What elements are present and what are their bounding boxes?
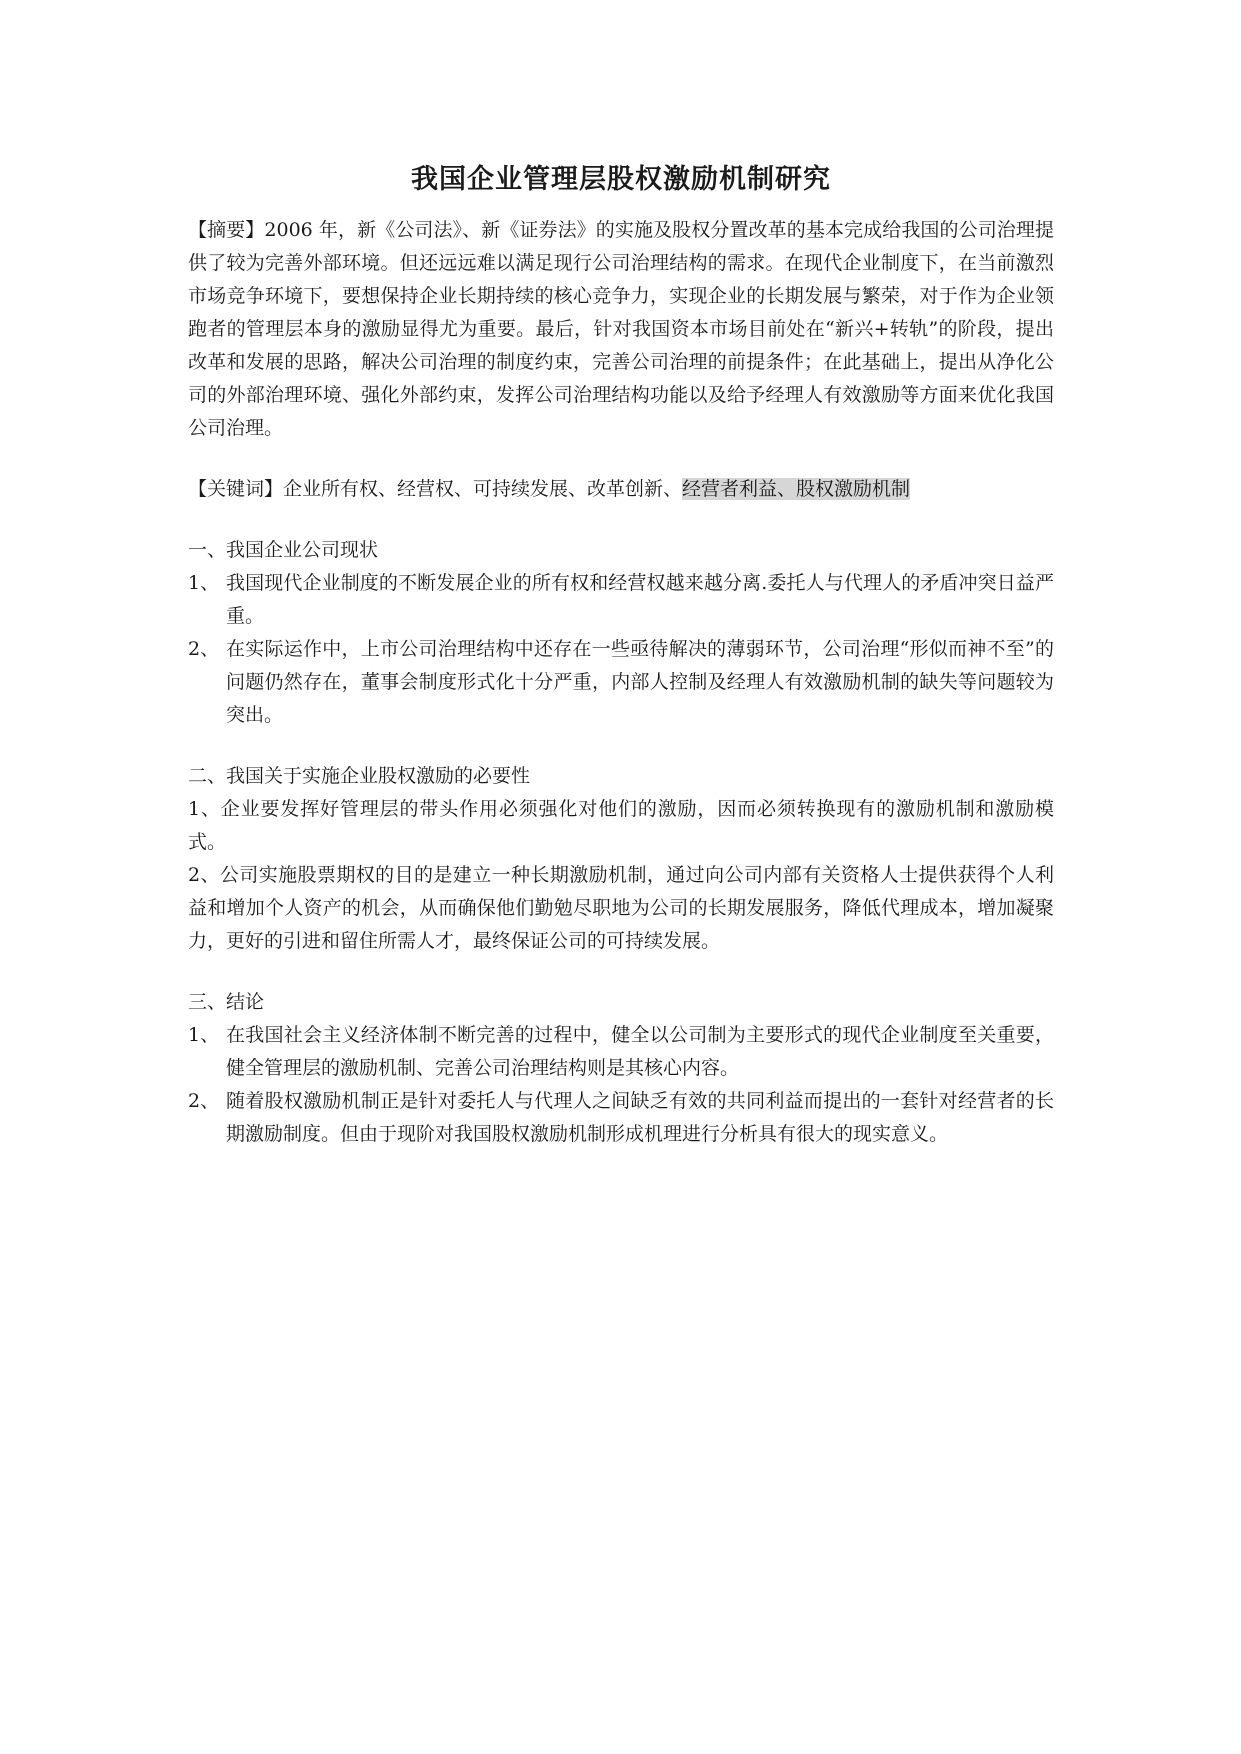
abstract-text: 2006 年，新《公司法》、新《证券法》的实施及股权分置改革的基本完成给我国的公司治理提供了较为完善外部环境。但还远远难以满足现行公司治理结构的需求。在现代企业制度下，在当前激烈市场竞争环境下，要想保持企业长期持续的核心竞争力，实现企业的长期发展与繁荣，对于作为企业领跑者的管理层本身的激励显得尤为重要。最后，针对我国资本市场目前处在“新兴+转轨”的阶段，提出改革和发展的思路，解决公司治理的制度约束，完善公司治理的前提条件；在此基础上，提出从净化公司的外部治理环境、强化外部约束，发挥公司治理结构功能以及给予经理人有效激励等方面来优化我国公司治理。 xyxy=(188,219,1054,439)
list-item xyxy=(188,1019,1054,1085)
section-heading-3: 三、结论 xyxy=(188,991,265,1013)
keywords-paragraph xyxy=(188,473,1054,506)
page-title: 我国企业管理层股权激励机制研究 xyxy=(411,164,831,195)
section-2-paragraph-2: 2、公司实施股票期权的目的是建立一种长期激励机制，通过向公司内部有关资格人士提供获得个人利益和增加个人资产的机会，从而确保他们勤勉尽职地为公司的长期发展服务，降低代理成本，增加凝聚力，更好的引进和留住所需人才，最终保证公司的可持续发展。 xyxy=(188,864,1054,952)
list-item-number: 1、 xyxy=(188,1024,220,1046)
section-heading-1: 一、我国企业公司现状 xyxy=(188,539,379,561)
abstract-paragraph xyxy=(188,214,1054,445)
list-item xyxy=(188,567,1054,633)
section-2-paragraph-1: 1、企业要发挥好管理层的带头作用必须强化对他们的激励，因而必须转换现有的激励机制和激励模式。 xyxy=(188,798,1054,853)
keywords-label: 【关键词】 xyxy=(188,478,284,500)
document-body xyxy=(188,160,1054,1151)
list-item-number: 1、 xyxy=(188,572,220,594)
abstract-label: 【摘要】 xyxy=(188,219,265,241)
list-item-number: 2、 xyxy=(188,1090,220,1112)
list-item xyxy=(188,1085,1054,1151)
spacer xyxy=(188,958,1054,986)
keywords-text: 企业所有权、经营权、可持续发展、改革创新、 xyxy=(283,478,683,500)
list-item xyxy=(188,633,1054,732)
spacer xyxy=(188,445,1054,473)
list-item-number: 2、 xyxy=(188,638,220,660)
spacer xyxy=(188,732,1054,760)
spacer xyxy=(188,506,1054,534)
keywords-highlighted-text: 经营者利益、股权激励机制 xyxy=(682,478,911,500)
list-item-text: 在我国社会主义经济体制不断完善的过程中，健全以公司制为主要形式的现代企业制度至关重要，健全管理层的激励机制、完善公司治理结构则是其核心内容。 xyxy=(226,1024,1054,1079)
list-item-text: 随着股权激励机制正是针对委托人与代理人之间缺乏有效的共同利益而提出的一套针对经营者的长期激励制度。但由于现阶对我国股权激励机制形成机理进行分析具有很大的现实意义。 xyxy=(226,1090,1054,1145)
list-item-text: 在实际运作中，上市公司治理结构中还存在一些亟待解决的薄弱环节，公司治理“形似而神不至”的问题仍然存在，董事会制度形式化十分严重，内部人控制及经理人有效激励机制的缺失等问题较为突出。 xyxy=(226,638,1054,726)
section-heading-2: 二、我国关于实施企业股权激励的必要性 xyxy=(188,765,531,787)
list-item-text: 我国现代企业制度的不断发展企业的所有权和经营权越来越分离.委托人与代理人的矛盾冲突日益严重。 xyxy=(226,572,1054,627)
